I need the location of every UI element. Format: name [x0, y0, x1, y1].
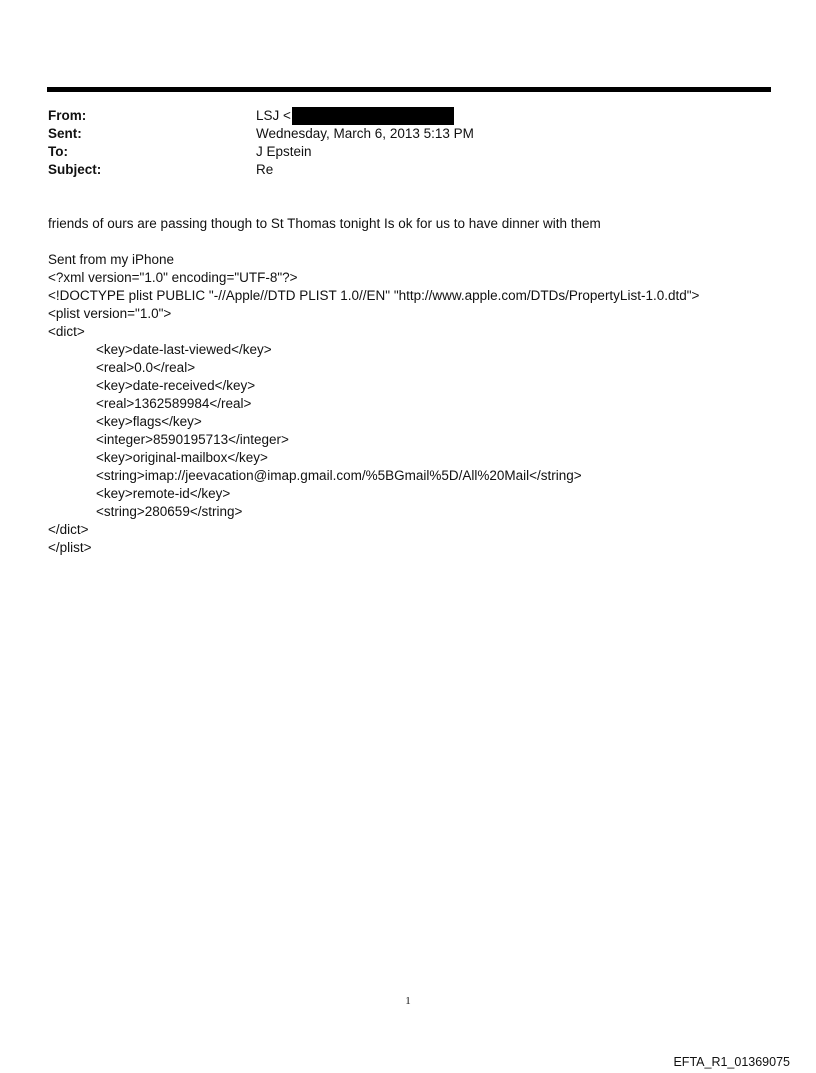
plist-line: <string>imap://jeevacation@imap.gmail.com/%5BGmail%5D/All%20Mail</string>: [96, 468, 582, 483]
plist-line: </plist>: [48, 540, 92, 555]
spacer: [48, 233, 699, 251]
message-text: friends of ours are passing though to St Thomas tonight Is ok for us to have dinner with them: [48, 216, 601, 231]
sent-value: Wednesday, March 6, 2013 5:13 PM: [256, 126, 474, 141]
plist-line: <key>date-received</key>: [96, 378, 256, 393]
plist-line: </dict>: [48, 522, 89, 537]
plist-line: <real>1362589984</real>: [96, 396, 252, 411]
from-value: [256, 107, 454, 125]
subject-label: Subject:: [48, 162, 102, 177]
plist-line: <string>280659</string>: [96, 504, 243, 519]
plist-line: <key>original-mailbox</key>: [96, 450, 268, 465]
plist-line: <real>0.0</real>: [96, 360, 196, 375]
plist-line: <dict>: [48, 324, 85, 339]
plist-line: <integer>8590195713</integer>: [96, 432, 289, 447]
plist-line: <plist version="1.0">: [48, 306, 172, 321]
from-sender: LSJ <: [256, 108, 291, 123]
sent-label: Sent:: [48, 126, 82, 141]
from-label: From:: [48, 108, 87, 123]
email-body: [48, 215, 699, 557]
plist-line: <?xml version="1.0" encoding="UTF-8"?>: [48, 270, 298, 285]
header-from-row: [48, 107, 474, 125]
page-number: 1: [405, 995, 411, 1007]
header-to-row: [48, 143, 474, 161]
header-subject-row: [48, 161, 474, 179]
document-id: EFTA_R1_01369075: [673, 1055, 790, 1069]
email-header: [48, 107, 474, 179]
to-value: J Epstein: [256, 144, 312, 159]
header-rule: [47, 87, 771, 92]
plist-line: <!DOCTYPE plist PUBLIC "-//Apple//DTD PLIST 1.0//EN" "http://www.apple.com/DTDs/PropertyList-1.0.dtd">: [48, 288, 700, 303]
plist-line: <key>flags</key>: [96, 414, 202, 429]
redaction-box: [292, 107, 454, 125]
to-label: To:: [48, 144, 68, 159]
header-sent-row: [48, 125, 474, 143]
plist-line: <key>date-last-viewed</key>: [96, 342, 272, 357]
signature-text: Sent from my iPhone: [48, 252, 175, 267]
subject-value: Re: [256, 162, 274, 177]
plist-line: <key>remote-id</key>: [96, 486, 231, 501]
